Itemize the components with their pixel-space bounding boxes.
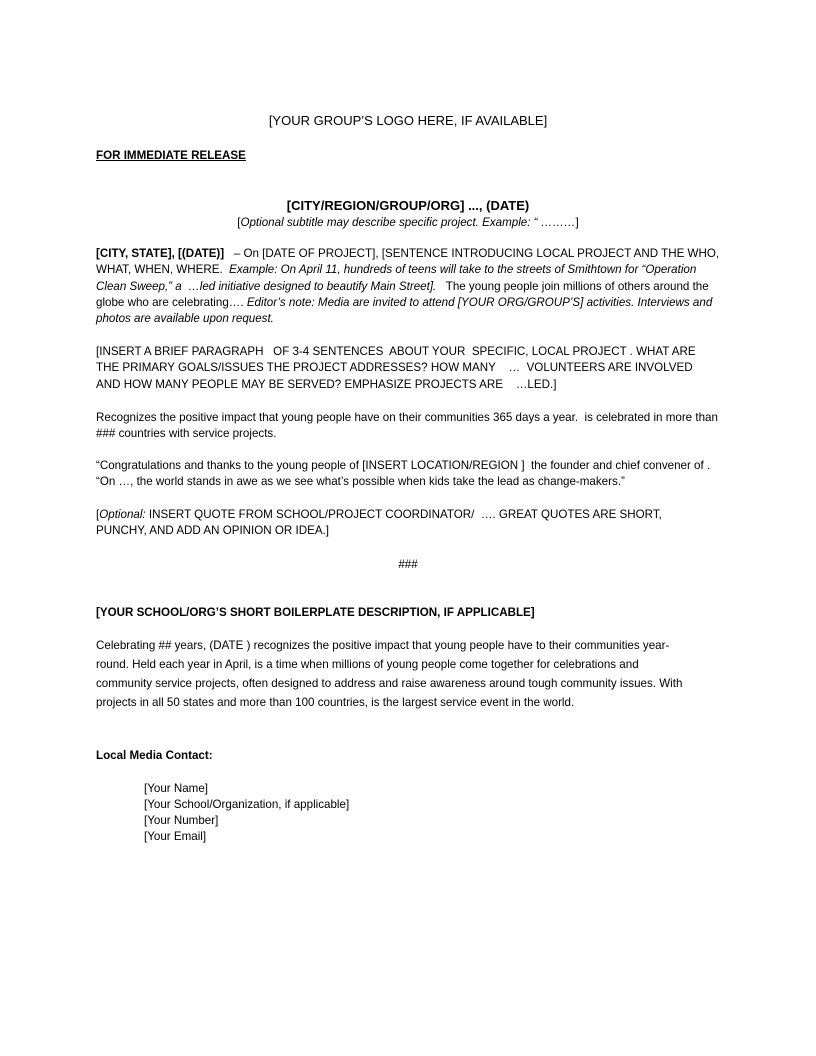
congrats-paragraph (96, 458, 716, 491)
contact-heading: Local Media Contact: (96, 749, 213, 762)
insert-paragraph-text: [INSERT A BRIEF PARAGRAPH OF 3-4 SENTENCES ABOUT YOUR SPECIFIC, LOCAL PROJECT . WHAT ARE THE PRIMARY GOALS/ISSUES THE PROJECT ADDRESSES? HOW MANY … VOLUNTEERS ARE INVOLVED AND HOW MANY PEOPLE MAY BE SERVED? EMPHASIZE PROJECTS ARE …LED.] (96, 345, 699, 391)
boilerplate-heading: [YOUR SCHOOL/ORG’S SHORT BOILERPLATE DESCRIPTION, IF APPLICABLE] (96, 606, 535, 619)
end-mark: ### (398, 558, 418, 571)
boilerplate-text: Celebrating ## years, (DATE ) recognizes the positive impact that young people have to their communities year-round. Held each year in April, is a time when millions of young people come together for celebrations and community service projects, often designed to address and raise awareness around tough community issues. With projects in all 50 states and more than 100 countries, is the largest service event in the world. (96, 639, 683, 709)
release-label: FOR IMMEDIATE RELEASE (96, 149, 246, 162)
intro-example: Example: On April 11, hundreds of teens will take to the streets of Smithtown for “Operation Clean Sweep,” a …led initiative designed to beautify Main Street]. (96, 263, 700, 293)
release-title: [CITY/REGION/GROUP/ORG] ..., (DATE) (286, 198, 530, 213)
quote-optional-label: Optional: (99, 508, 146, 521)
intro-lead: – On [DATE OF PROJECT], [SENTENCE INTRODUCING LOCAL PROJECT AND THE WHO, WHAT, WHEN, WHERE. (96, 247, 723, 277)
contact-name: [Your Name] (144, 782, 209, 795)
intro-paragraph (96, 246, 726, 327)
logo-placeholder: [YOUR GROUP’S LOGO HERE, IF AVAILABLE] (268, 113, 548, 128)
congrats-text: “Congratulations and thanks to the young people of [INSERT LOCATION/REGION ] the founder and chief convener of . “On …, the world stands in awe as we see what’s possible when kids take the lead as change-makers.” (96, 459, 714, 489)
release-subtitle: [Optional subtitle may describe specific project. Example: “ ………] (237, 216, 579, 229)
quote-paragraph: [Optional: INSERT QUOTE FROM SCHOOL/PROJECT COORDINATOR/ …. GREAT QUOTES ARE SHORT, PUNCHY, AND ADD AN OPINION OR IDEA.] (96, 508, 666, 538)
subtitle-text: Optional subtitle may describe specific project. Example: “ ……… (240, 216, 576, 229)
contact-number: [Your Number] (144, 814, 219, 827)
contact-organization: [Your School/Organization, if applicable] (144, 798, 350, 811)
intro-join: The young people join millions of others around the globe who are celebrating…. (96, 279, 712, 309)
recognizes-text: Recognizes the positive impact that young people have on their communities 365 days a year. is celebrated in more than ### countries with service projects. (96, 411, 722, 441)
dateline: [CITY, STATE], [(DATE)] (96, 247, 225, 260)
insert-paragraph (96, 344, 699, 393)
quote-text: INSERT QUOTE FROM SCHOOL/PROJECT COORDINATOR/ …. GREAT QUOTES ARE SHORT, PUNCHY, AND ADD AN OPINION OR IDEA.] (96, 508, 666, 538)
contact-email: [Your Email] (144, 830, 207, 843)
boilerplate-paragraph (96, 636, 696, 712)
editor-note: Editor’s note: Media are invited to attend [YOUR ORG/GROUP’S] activities. Interviews and photos are available upon request. (96, 295, 716, 326)
recognizes-paragraph (96, 410, 726, 443)
